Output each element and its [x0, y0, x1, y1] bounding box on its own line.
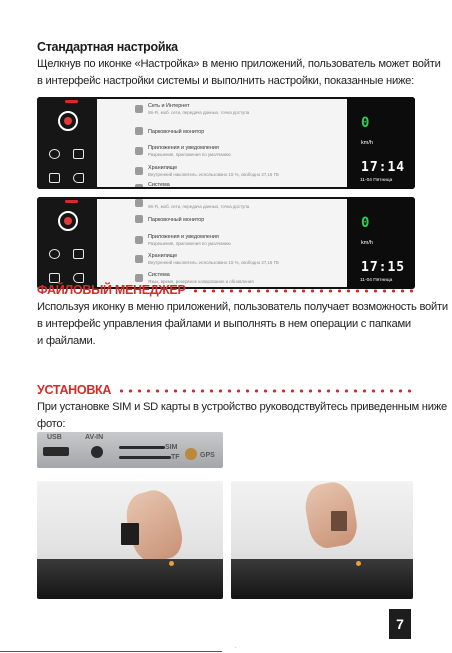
settings-line-2: в интерфейс настройки системы и выполнить настройки, показанные ниже:	[37, 75, 415, 87]
speed-unit: km/h	[361, 140, 373, 146]
back-icon	[73, 273, 84, 283]
apps-icon	[73, 149, 84, 159]
connector-photo	[37, 432, 223, 468]
gear-icon	[49, 249, 60, 259]
camera-icon	[58, 211, 78, 231]
settings-screenshot-1	[37, 97, 415, 189]
file-manager-line-1: Используя иконку в меню приложений, пользователь получает возможность войти	[37, 301, 448, 313]
speed-value: 0	[361, 215, 370, 231]
install-description	[37, 399, 447, 433]
settings-row[interactable]	[97, 211, 388, 231]
camera-icon	[58, 111, 78, 131]
dotted-rule	[117, 389, 417, 393]
home-icon	[49, 273, 60, 283]
settings-row[interactable]	[97, 232, 388, 252]
gps-label: GPS	[200, 452, 215, 459]
wifi-icon	[135, 199, 143, 207]
row-subtitle: Внутренний накопитель: использовано 15 %, свободно 27,16 ГБ	[148, 172, 279, 177]
home-icon	[49, 173, 60, 183]
parking-icon	[135, 127, 143, 135]
row-subtitle: Wi-Fi, моб. сети, передача данных, точка доступа	[148, 110, 250, 115]
settings-row[interactable]	[97, 143, 388, 163]
settings-screenshot-2	[37, 197, 415, 289]
clock: 17:15	[361, 260, 406, 275]
install-header	[37, 383, 417, 397]
system-icon	[135, 274, 143, 282]
tf-label: TF	[171, 454, 180, 461]
file-manager-line-3: и файлами.	[37, 335, 96, 347]
row-title: Приложения и уведомления	[148, 234, 219, 240]
status-bar-icon	[65, 200, 78, 203]
date: 11-04 Пятница	[360, 178, 393, 183]
slot-marker	[169, 561, 174, 566]
row-subtitle: Wi-Fi, моб. сети, передача данных, точка доступа	[148, 204, 250, 209]
dotted-rule	[191, 289, 417, 293]
left-panel	[37, 97, 97, 189]
row-subtitle: Язык, время, резервное копирование и обновления	[148, 279, 254, 284]
left-panel	[37, 197, 97, 289]
clock: 17:14	[361, 160, 406, 175]
settings-row[interactable]	[97, 123, 388, 143]
settings-list	[97, 99, 388, 187]
apps-icon	[73, 249, 84, 259]
settings-heading: Стандартная настройка	[37, 40, 178, 54]
sim-insertion-photo	[231, 481, 413, 599]
storage-icon	[135, 167, 143, 175]
avin-port	[91, 446, 103, 458]
file-manager-line-2: в интерфейс управления файлами и выполнять в нем операции с папками	[37, 318, 411, 330]
sim-card-image	[331, 511, 347, 531]
tf-slot	[119, 456, 171, 459]
settings-row[interactable]	[97, 101, 388, 121]
footer-rule	[0, 651, 222, 652]
settings-description	[37, 56, 441, 90]
row-title: Хранилище	[148, 253, 178, 259]
row-subtitle: Разрешения, приложения по умолчанию	[148, 241, 231, 246]
settings-row[interactable]	[97, 251, 388, 271]
avin-label: AV-IN	[85, 434, 104, 441]
usb-port	[43, 447, 69, 456]
settings-line-1: Щелкнув по иконке «Настройка» в меню приложений, пользователь может войти	[37, 58, 441, 70]
parking-icon	[135, 215, 143, 223]
row-title: Парковочный монитор	[148, 217, 205, 223]
file-manager-header	[37, 283, 417, 297]
system-icon	[135, 184, 143, 187]
row-subtitle: Внутренний накопитель: использовано 15 %, свободно 27,16 ГБ	[148, 260, 279, 265]
apps-icon	[135, 147, 143, 155]
install-heading: УСТАНОВКА	[37, 383, 112, 397]
install-line-1: При установке SIM и SD карты в устройство руководствуйтесь приведенным ниже	[37, 401, 447, 413]
sim-label: SIM	[165, 444, 178, 451]
footer-mark: ·	[235, 645, 237, 651]
row-title: Приложения и уведомления	[148, 145, 219, 151]
storage-icon	[135, 255, 143, 263]
file-manager-description	[37, 299, 448, 350]
row-title: Сеть и Интернет	[148, 103, 190, 109]
speed-value: 0	[361, 115, 370, 131]
page-number: 7	[389, 609, 411, 639]
usb-label: USB	[47, 434, 62, 441]
right-panel	[347, 97, 415, 189]
sim-slot	[119, 446, 165, 449]
settings-row[interactable]	[97, 180, 388, 187]
memory-card-image	[121, 523, 139, 545]
apps-icon	[135, 236, 143, 244]
gps-port	[185, 448, 197, 460]
wifi-icon	[135, 105, 143, 113]
speed-unit: km/h	[361, 240, 373, 246]
device-edge-image	[37, 559, 223, 599]
row-title: Парковочный монитор	[148, 129, 205, 135]
row-title: Система	[148, 272, 170, 278]
back-icon	[73, 173, 84, 183]
install-line-2: фото:	[37, 418, 66, 430]
gear-icon	[49, 149, 60, 159]
sd-insertion-photo	[37, 481, 223, 599]
settings-list	[97, 199, 388, 287]
slot-marker	[356, 561, 361, 566]
row-title: Хранилище	[148, 165, 178, 171]
date: 11-04 Пятница	[360, 278, 393, 283]
device-edge-image	[231, 559, 413, 599]
right-panel	[347, 197, 415, 289]
file-manager-heading: ФАЙЛОВЫЙ МЕНЕДЖЕР	[37, 283, 186, 297]
row-subtitle: Разрешения, приложения по умолчанию	[148, 152, 231, 157]
row-title: Система	[148, 182, 170, 187]
status-bar-icon	[65, 100, 78, 103]
